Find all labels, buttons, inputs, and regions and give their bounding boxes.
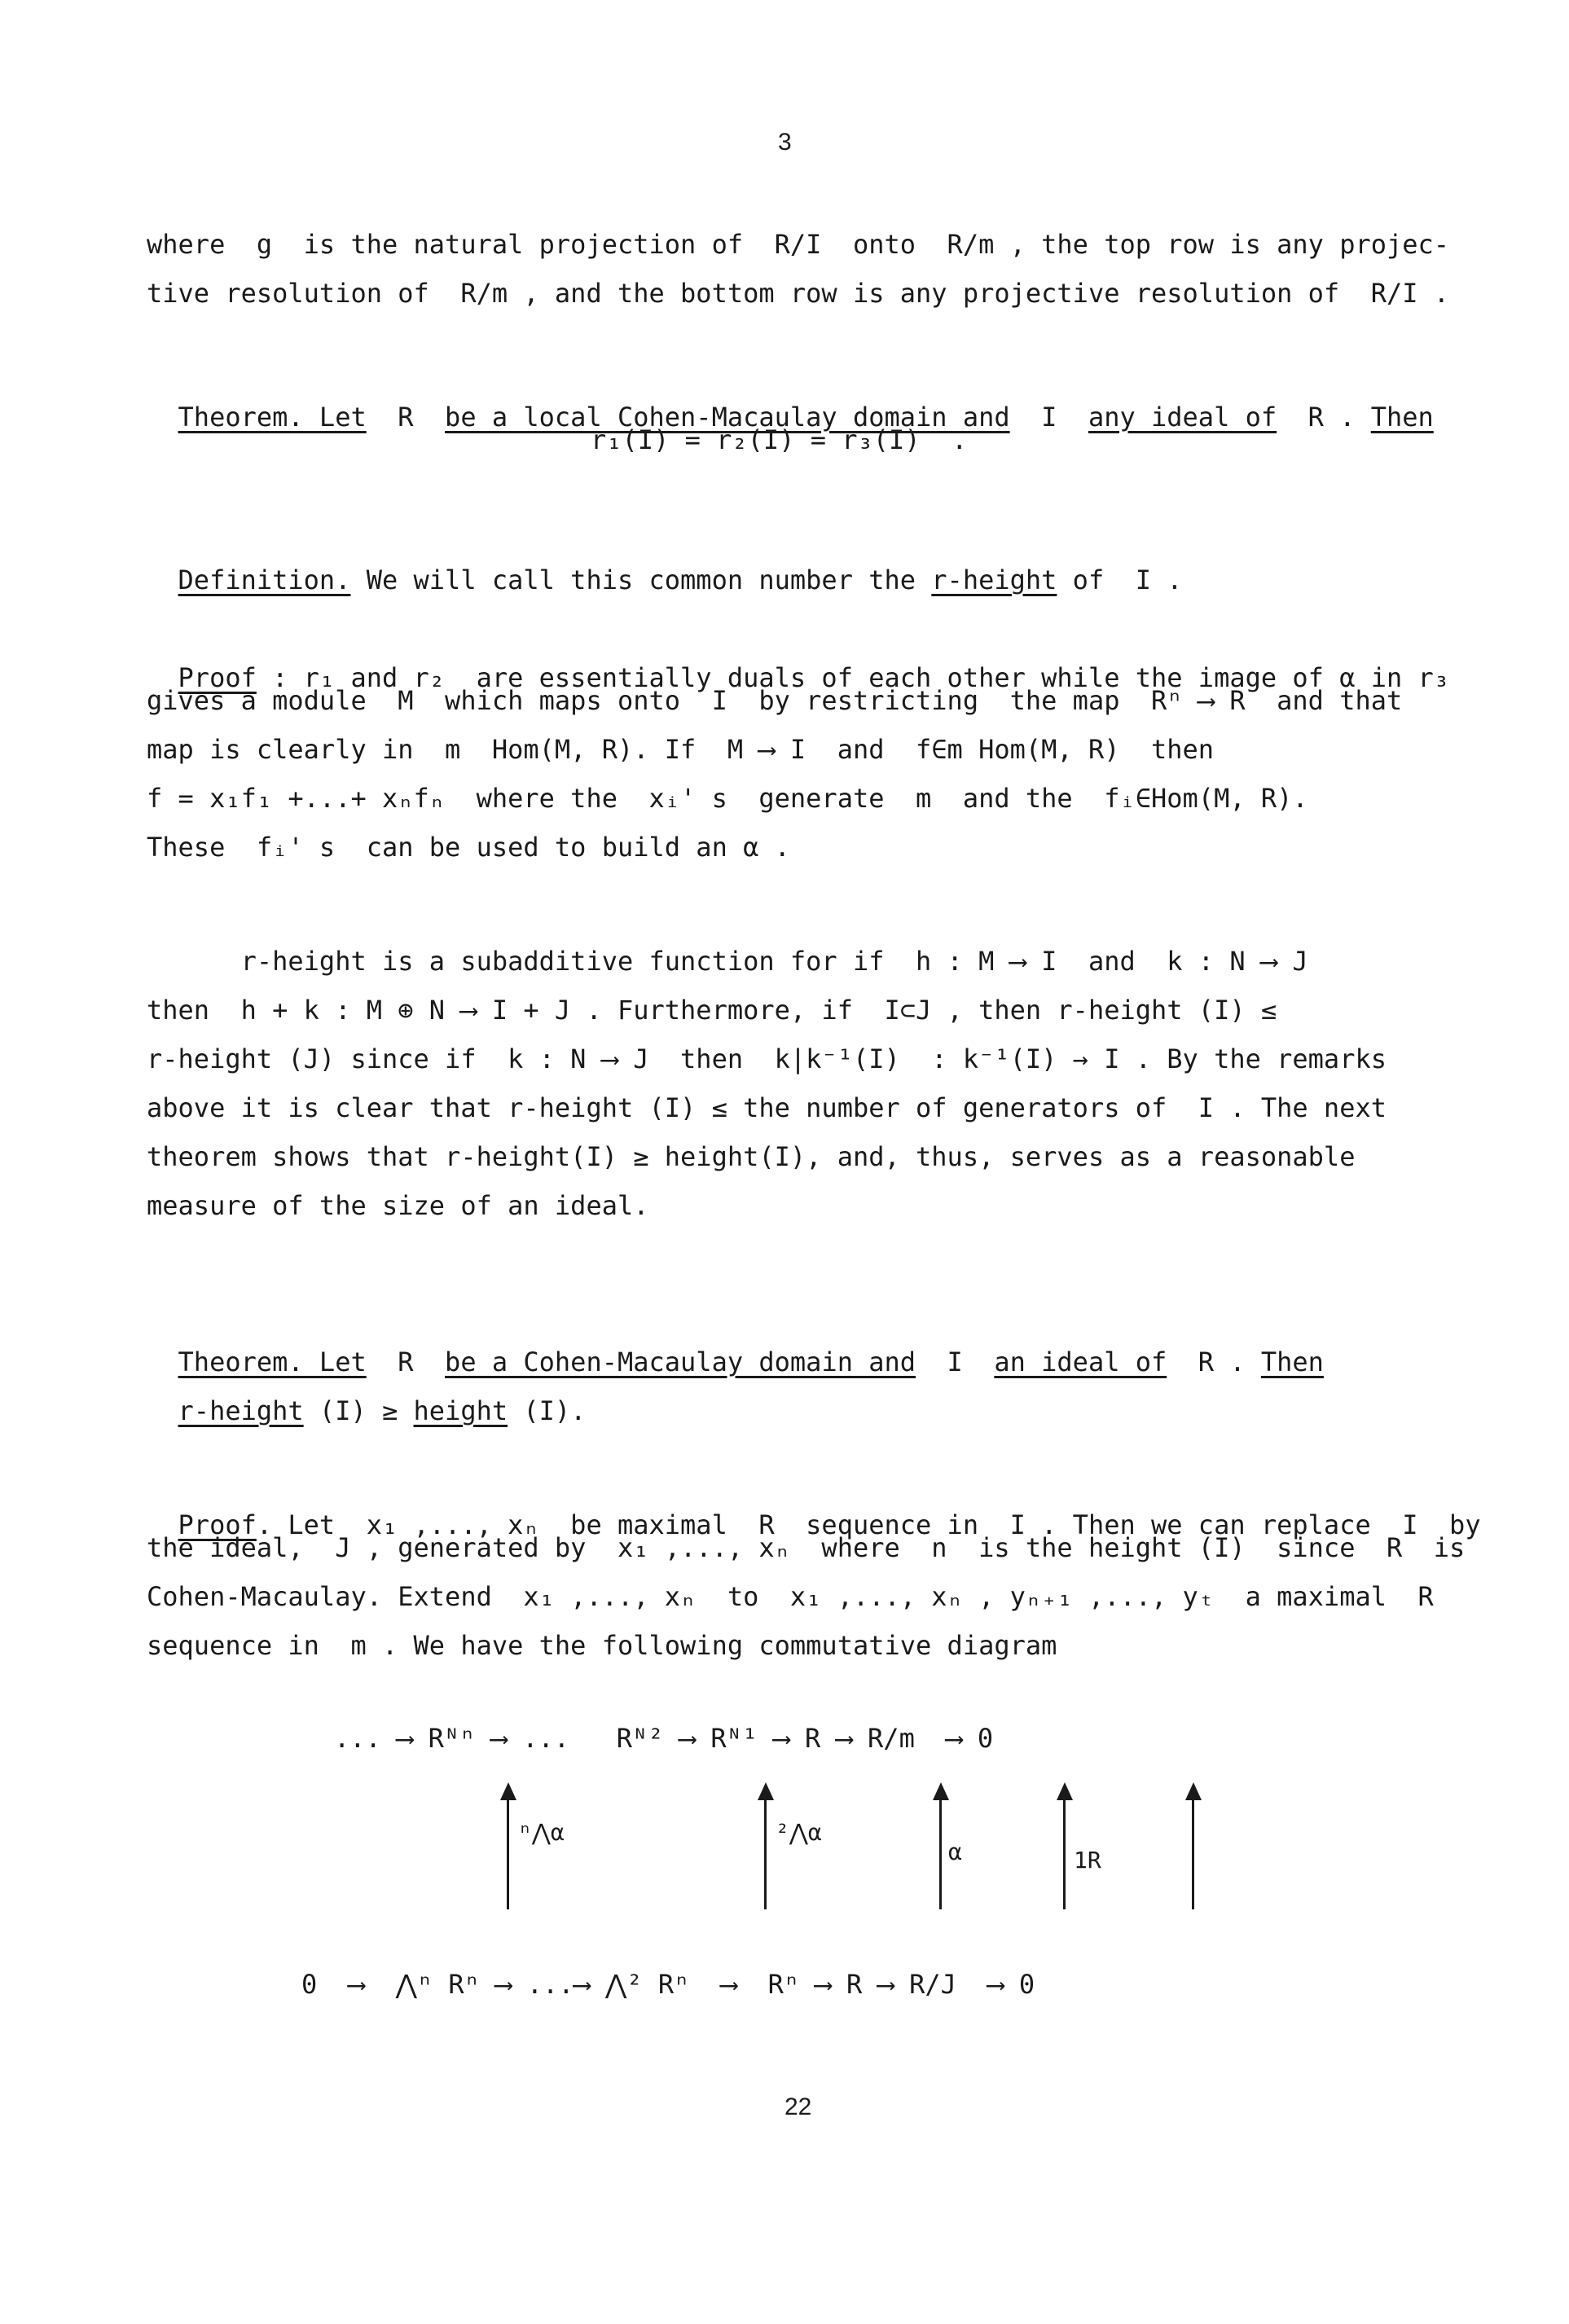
text-line: These fᵢ' s can be used to build an α . — [147, 832, 790, 863]
vertical-arrow-line — [1192, 1797, 1194, 1909]
text-line: measure of the size of an ideal. — [147, 1190, 649, 1221]
text-line: tive resolution of R/m , and the bottom row is any projective resolution of R/I . — [147, 278, 1450, 309]
emphasis: an ideal of — [994, 1347, 1167, 1377]
theorem-1-statement — [147, 378, 1434, 433]
theorem-label: Theorem. Let — [178, 402, 367, 433]
footer-number: 22 — [784, 2093, 812, 2120]
emphasis: be a local Cohen-Macaulay domain and — [445, 402, 1010, 433]
theorem-2-conclusion — [147, 1372, 586, 1424]
page-number: 3 — [778, 129, 792, 156]
vertical-map-label: α — [948, 1839, 962, 1865]
text: (I) ≥ — [303, 1395, 414, 1426]
definition-label: Definition. — [178, 565, 351, 595]
text-line: Cohen-Macaulay. Extend x₁ ,..., xₙ to x₁ ,..., xₙ , yₙ₊₁ ,..., yₜ a maximal R — [147, 1581, 1434, 1612]
vertical-map-label: ²⋀α — [776, 1819, 822, 1846]
vertical-arrow-line — [507, 1797, 509, 1909]
emphasis: Then — [1370, 402, 1434, 433]
emphasis: r-height — [931, 565, 1057, 595]
text-line: theorem shows that r-height(I) ≥ height(I), and, thus, serves as a reasonable — [147, 1141, 1356, 1172]
definition — [147, 541, 1183, 593]
emphasis: height — [413, 1395, 508, 1426]
vertical-arrow-line — [764, 1797, 767, 1909]
text-line: sequence in m . We have the following commutative diagram — [147, 1630, 1057, 1661]
proof-1-line — [147, 639, 1449, 691]
text-line: f = x₁f₁ +...+ xₙfₙ where the xᵢ' s generate m and the fᵢ∈Hom(M, R). — [147, 783, 1308, 814]
emphasis: r-height — [178, 1395, 304, 1426]
symbol: R — [398, 1347, 414, 1377]
text-line: above it is clear that r-height (I) ≤ the number of generators of I . The next — [147, 1092, 1387, 1123]
theorem-2-statement — [147, 1323, 1324, 1375]
proof-2-line — [147, 1486, 1481, 1538]
text-line: where g is the natural projection of R/I onto R/m , the top row is any projec- — [147, 229, 1450, 260]
text: . Let x₁ ,..., xₙ be maximal R sequence in I . Then we can replace I by — [256, 1509, 1481, 1540]
symbol: R — [398, 402, 414, 433]
text: of I . — [1057, 565, 1183, 595]
vertical-arrow-line — [939, 1797, 942, 1909]
emphasis: Then — [1260, 1347, 1324, 1377]
symbol: R . — [1308, 402, 1356, 433]
symbol: I — [1041, 402, 1057, 433]
text-line: map is clearly in m Hom(M, R). If M ⟶ I and f∈m Hom(M, R) then — [147, 734, 1215, 765]
diagram-top-row: ... ⟶ Rᴺⁿ ⟶ ... Rᴺ² ⟶ Rᴺ¹ ⟶ R ⟶ R/m ⟶ 0 — [334, 1723, 994, 1754]
emphasis: be a Cohen-Macaulay domain and — [445, 1347, 916, 1377]
text: We will call this common number the — [350, 565, 932, 595]
vertical-map-label: ⁿ⋀α — [518, 1819, 565, 1846]
vertical-arrow-line — [1063, 1797, 1066, 1909]
text: : r₁ and r₂ are essentially duals of each other while the image of α in r₃ — [256, 662, 1450, 693]
text-line: r-height is a subadditive function for if h : M ⟶ I and k : N ⟶ J — [147, 946, 1308, 977]
proof-label: Proof — [178, 662, 257, 693]
theorem-1-equation: r₁(I) = r₂(I) = r₃(I) . — [591, 424, 968, 455]
emphasis: any ideal of — [1088, 402, 1277, 433]
text-line: r-height (J) since if k : N ⟶ J then k|k⁻¹(I) : k⁻¹(I) → I . By the remarks — [147, 1043, 1387, 1074]
theorem-label: Theorem. Let — [178, 1347, 367, 1377]
text: (I). — [508, 1395, 587, 1426]
vertical-map-label: 1R — [1074, 1847, 1101, 1874]
text-line: gives a module M which maps onto I by restricting the map Rⁿ ⟶ R and that — [147, 685, 1403, 716]
text-line: the ideal, J , generated by x₁ ,..., xₙ where n is the height (I) since R is — [147, 1532, 1466, 1563]
proof-label: Proof — [178, 1509, 257, 1540]
diagram-bottom-row: 0 ⟶ ⋀ⁿ Rⁿ ⟶ ...⟶ ⋀² Rⁿ ⟶ Rⁿ ⟶ R ⟶ R/J ⟶ 0 — [301, 1969, 1035, 2000]
symbol: R . — [1198, 1347, 1246, 1377]
symbol: I — [947, 1347, 963, 1377]
text-line: then h + k : M ⊕ N ⟶ I + J . Furthermore, if I⊂J , then r-height (I) ≤ — [147, 995, 1277, 1026]
